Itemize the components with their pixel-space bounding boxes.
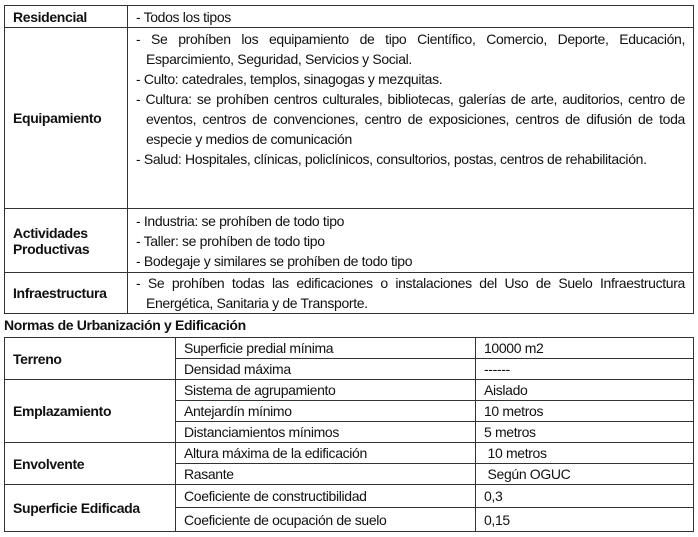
value-cell: ------ bbox=[476, 359, 694, 380]
row-label: Actividades Productivas bbox=[5, 209, 128, 273]
row-label: Equipamiento bbox=[5, 28, 128, 209]
list-item: - Salud: Hospitales, clínicas, policlínicos, consultorios, postas, centros de rehabilitación. bbox=[136, 151, 647, 167]
row-label: Infraestructura bbox=[5, 273, 128, 314]
value-cell: 0,3 bbox=[476, 485, 694, 508]
list-item: - Cultura: se prohíben centros culturales, bibliotecas, galerías de arte, auditorios, centro de eventos, centros de convenciones, centro de exposiciones, centros de difusión de toda especie y medios de comunicación bbox=[136, 91, 685, 147]
table-row bbox=[5, 380, 694, 401]
param-cell: Coeficiente de constructibilidad bbox=[176, 485, 476, 508]
usos-table bbox=[4, 5, 694, 314]
group-label: Superficie Edificada bbox=[5, 485, 176, 532]
table-row bbox=[5, 273, 694, 314]
table-row bbox=[5, 209, 694, 273]
list-item: - Se prohíben todas las edificaciones o instalaciones del Uso de Suelo Infraestructura Energética, Sanitaria y de Transporte. bbox=[136, 275, 685, 311]
table-row bbox=[5, 443, 694, 464]
list-item: - Se prohíben los equipamiento de tipo Científico, Comercio, Deporte, Educación, Esparcimiento, Seguridad, Servicios y Social. bbox=[136, 31, 685, 67]
group-label: Emplazamiento bbox=[5, 380, 176, 443]
param-cell: Densidad máxima bbox=[176, 359, 476, 380]
section-heading: Normas de Urbanización y Edificación bbox=[4, 317, 246, 333]
param-cell: Superficie predial mínima bbox=[176, 338, 476, 359]
value-cell: 10000 m2 bbox=[476, 338, 694, 359]
row-label: Residencial bbox=[5, 6, 128, 28]
value-cell: Aislado bbox=[476, 380, 694, 401]
value-cell: 10 metros bbox=[476, 443, 694, 464]
list-item: - Culto: catedrales, templos, sinagogas y mezquitas. bbox=[136, 71, 443, 87]
group-label: Envolvente bbox=[5, 443, 176, 485]
param-cell: Distanciamientos mínimos bbox=[176, 422, 476, 443]
group-label: Terreno bbox=[5, 338, 176, 380]
table-row bbox=[5, 485, 694, 508]
normas-table bbox=[4, 337, 694, 532]
list-item: - Todos los tipos bbox=[136, 8, 231, 25]
param-cell: Sistema de agrupamiento bbox=[176, 380, 476, 401]
table-row bbox=[5, 338, 694, 359]
value-cell: 5 metros bbox=[476, 422, 694, 443]
param-cell: Coeficiente de ocupación de suelo bbox=[176, 508, 476, 532]
param-cell: Antejardín mínimo bbox=[176, 401, 476, 422]
list-item: - Bodegaje y similares se prohíben de todo tipo bbox=[136, 252, 413, 269]
table-row bbox=[5, 28, 694, 209]
param-cell: Rasante bbox=[176, 464, 476, 485]
value-cell: 10 metros bbox=[476, 401, 694, 422]
list-item: - Taller: se prohíben de todo tipo bbox=[136, 232, 325, 249]
table-row bbox=[5, 6, 694, 28]
list-item: - Industria: se prohíben de todo tipo bbox=[136, 212, 345, 229]
value-cell: 0,15 bbox=[476, 508, 694, 532]
value-cell: Según OGUC bbox=[476, 464, 694, 485]
param-cell: Altura máxima de la edificación bbox=[176, 443, 476, 464]
